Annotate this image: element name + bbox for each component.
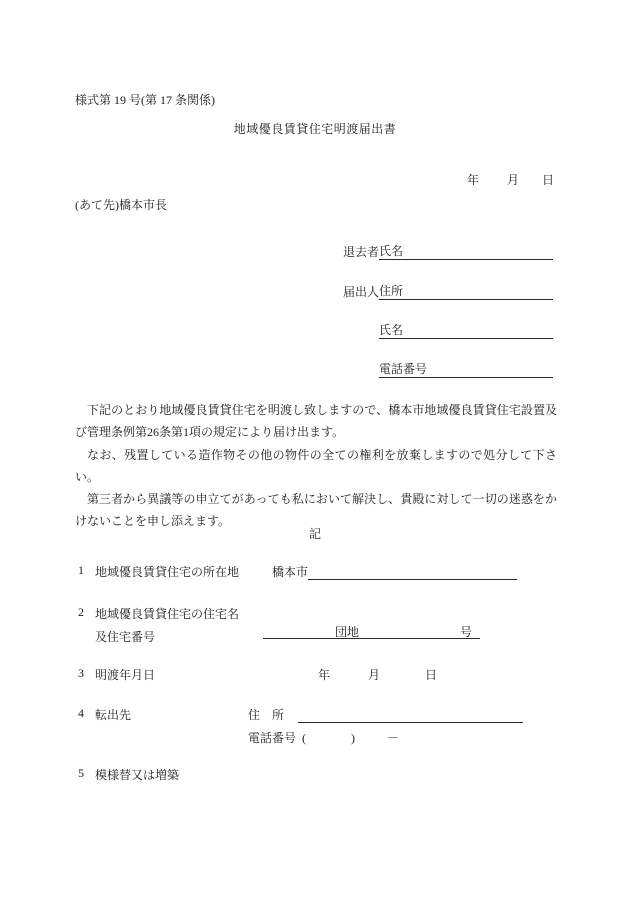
item-4-dash: － <box>387 731 400 745</box>
date-year-label: 年 <box>467 173 480 187</box>
item-4-address-label: 住 所 <box>248 708 285 722</box>
declarant-address-field <box>343 283 553 300</box>
item-1-label: 地域優良賃貸住宅の所在地 <box>95 565 240 579</box>
item-2-unit-go: 号 <box>460 625 473 639</box>
leaver-name-field <box>343 243 553 260</box>
declarant-address-label: 住所 <box>379 284 404 298</box>
item-3-year-label: 年 <box>318 668 331 682</box>
declarant-phone-field <box>379 361 553 378</box>
item-2-blank <box>263 624 480 639</box>
declarant-prefix-label: 届出人 <box>343 285 380 299</box>
item-5-number: 5 <box>78 766 84 780</box>
item-4-address-blank <box>298 706 523 723</box>
item-4-phone-row <box>248 729 399 746</box>
declarant-name-label: 氏名 <box>379 323 404 337</box>
item-3-number: 3 <box>78 666 84 680</box>
item-4-phone-label: 電話番号 <box>248 731 297 745</box>
leaver-name-blank <box>379 243 553 260</box>
item-1-prefill: 橋本市 <box>272 565 309 579</box>
item-2-unit-danchi: 団地 <box>335 625 360 639</box>
body-paragraph-1: 下記のとおり地域優良賃貸住宅を明渡し致しますので、橋本市地域優良賃貸住宅設置及び管理条例第26条第1項の規定により届け出ます。 <box>75 403 557 440</box>
item-1-blank <box>308 563 517 580</box>
item-2-label-2: 及住宅番号 <box>95 630 156 644</box>
item-4-paren-close: ) <box>351 731 356 745</box>
date-day-label: 日 <box>542 173 555 187</box>
item-3-label: 明渡年月日 <box>95 668 156 682</box>
leaver-name-label: 氏名 <box>379 244 404 258</box>
body-paragraph-2: なお、残置している造作物その他の物件の全ての権利を放棄しますので処分して下さい。 <box>75 447 557 484</box>
form-number: 様式第 19 号(第 17 条関係) <box>75 93 215 107</box>
body-paragraphs <box>75 399 557 533</box>
item-3-month-label: 月 <box>368 668 381 682</box>
document-title: 地域優良賃貸住宅明渡届出書 <box>233 122 397 136</box>
record-marker: 記 <box>308 527 321 541</box>
item-4-address-row <box>248 706 523 723</box>
item-4-number: 4 <box>78 706 84 720</box>
declarant-phone-label: 電話番号 <box>379 362 428 376</box>
recipient: (あて先)橋本市長 <box>75 198 167 212</box>
leaver-prefix-label: 退去者 <box>343 245 380 259</box>
item-2-label: 地域優良賃貸住宅の住宅名 <box>95 607 240 621</box>
body-paragraph-3: 第三者から異議等の申立てがあっても私において解決し、貴殿に対して一切の迷惑をかけないことを申し添えます。 <box>75 492 557 529</box>
declarant-address-blank <box>379 283 553 300</box>
date-month-label: 月 <box>507 173 520 187</box>
declarant-name-field <box>379 322 553 339</box>
item-3-day-label: 日 <box>425 668 438 682</box>
item-1-number: 1 <box>78 563 84 577</box>
declarant-name-blank <box>379 322 553 339</box>
declarant-phone-blank <box>379 361 553 378</box>
item-2-number: 2 <box>78 605 84 619</box>
item-4-paren-open: ( <box>302 731 307 745</box>
item-4-label: 転出先 <box>95 708 132 722</box>
item-5-label: 模様替又は増築 <box>95 768 180 782</box>
item-1-value <box>272 563 517 580</box>
